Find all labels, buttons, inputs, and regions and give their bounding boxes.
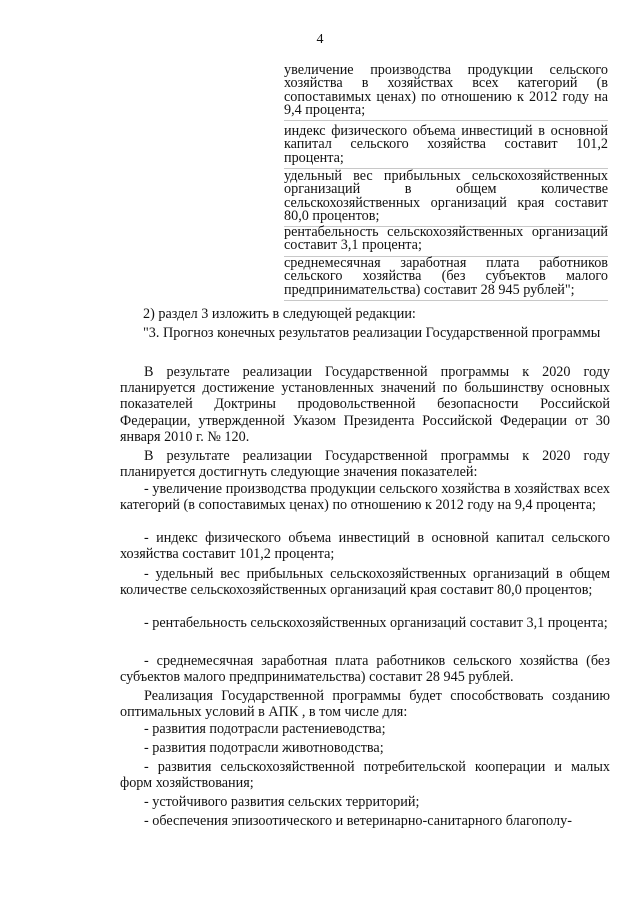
table-cell-profitability: рентабельность сельскохозяйственных организаций составит 3,1 процента; [284, 226, 608, 257]
section-heading: "3. Прогноз конечных результатов реализации Государственной программы [143, 325, 601, 341]
list-item-rural-development: - устойчивого развития сельских территорий; [144, 794, 420, 810]
list-item-livestock: - развития подотрасли животноводства; [144, 740, 384, 756]
list-item-cooperation: - развития сельскохозяйственной потребительской кооперации и малых форм хозяйствования; [120, 759, 610, 792]
section-item: 2) раздел 3 изложить в следующей редакции: [143, 306, 416, 322]
list-item-production: - увеличение производства продукции сельского хозяйства в хозяйствах всех категорий (в сопоставимых ценах) по отношению к 2012 году на 9,4 процента; [120, 481, 610, 514]
table-cell-investment-index: индекс физического объема инвестиций в основной капитал сельского хозяйства составит 101,2 процента; [284, 125, 608, 169]
list-item-investment-index: - индекс физического объема инвестиций в основной капитал сельского хозяйства составит 101,2 процента; [120, 530, 610, 563]
list-item-veterinary: - обеспечения эпизоотического и ветеринарно-санитарного благополу- [144, 813, 572, 829]
list-item-crop-production: - развития подотрасли растениеводства; [144, 721, 386, 737]
page-number: 4 [316, 32, 324, 47]
paragraph-indicators-intro: В результате реализации Государственной программы к 2020 году планируется достигнуть следующие значения показателей: [120, 448, 610, 481]
list-item-profitability: - рентабельность сельскохозяйственных организаций составит 3,1 процента; [144, 615, 608, 631]
table-cell-average-salary: среднемесячная заработная плата работников сельского хозяйства (без субъектов малого предпринимательства) составит 28 945 рублей"; [284, 257, 608, 301]
paragraph-doctrine: В результате реализации Государственной программы к 2020 году планируется достижение установленных значений по большинству основных показателей Доктрины продовольственной безопасности Российской Федерации, утвержденной Указом Президента Российской Федерации от 30 января 2010 г. № 120. [120, 364, 610, 445]
table-cell-production: увеличение производства продукции сельского хозяйства в хозяйствах всех категорий (в сопоставимых ценах) по отношению к 2012 году на 9,4 процента; [284, 64, 608, 121]
list-item-average-salary: - среднемесячная заработная плата работников сельского хозяйства (без субъектов малого предпринимательства) составит 28 945 рублей. [120, 653, 610, 686]
list-item-profitable-share: - удельный вес прибыльных сельскохозяйственных организаций в общем количестве сельскохозяйственных организаций края составит 80,0 процентов; [120, 566, 610, 599]
table-cell-profitable-share: удельный вес прибыльных сельскохозяйственных организаций в общем количестве сельскохозяйственных организаций края составит 80,0 процентов; [284, 170, 608, 227]
paragraph-conditions-intro: Реализация Государственной программы будет способствовать созданию оптимальных условий в АПК , в том числе для: [120, 688, 610, 721]
